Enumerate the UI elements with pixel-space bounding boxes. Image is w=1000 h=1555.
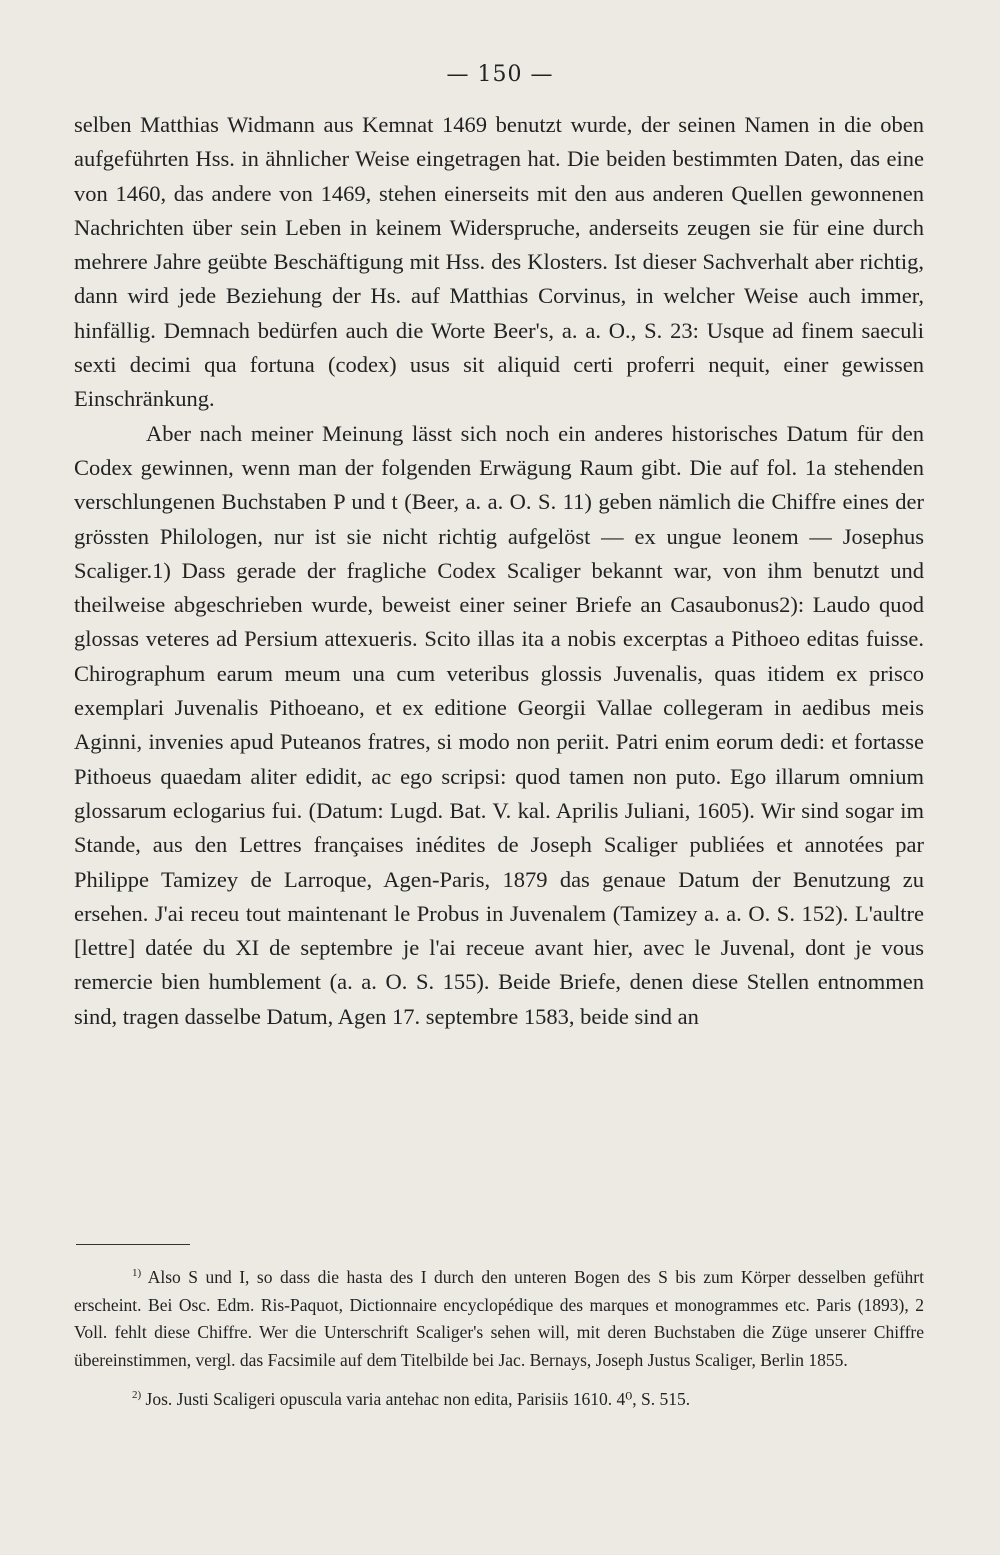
footnote-1 xyxy=(74,1264,924,1374)
footnote-2 xyxy=(74,1386,924,1414)
page-number: — 150 — xyxy=(446,62,554,87)
paragraph-2: Aber nach meiner Meinung lässt sich noch ein anderes historisches Datum für den Codex gewinnen, wenn man der folgenden Erwägung Raum gibt. Die auf fol. 1a stehenden verschlungenen Buchstaben P und t (Beer, a. a. O. S. 11) geben nämlich die Chiffre eines der grössten Philologen, nur ist sie nicht richtig aufgelöst — ex ungue leonem — Josephus Scaliger.1) Dass gerade der fragliche Codex Scaliger bekannt war, von ihm benutzt und theilweise abgeschrieben wurde, beweist einer seiner Briefe an Casaubonus2): Laudo quod glossas veteres ad Persium attexueris. Scito illas ita a nobis excerptas a Pithoeo editas fuisse. Chirographum earum meum una cum veteribus glossis Juvenalis, quas itidem ex prisco exemplari Juvenalis Pithoeano, et ex editione Georgii Vallae collegeram in aedibus meis Aginni, invenies apud Puteanos fratres, si modo non periit. Patri enim eorum dedi: et fortasse Pithoeus quaedam aliter edidit, ac ego scripsi: quod tamen non puto. Ego illarum omnium glossarum eclogarius fui. (Datum: Lugd. Bat. V. kal. Aprilis Juliani, 1605). Wir sind sogar im Stande, aus den Lettres françaises inédites de Joseph Scaliger publiées et annotées par Philippe Tamizey de Larroque, Agen-Paris, 1879 das genaue Datum der Benutzung zu ersehen. J'ai receu tout maintenant le Probus in Juvenalem (Tamizey a. a. O. S. 152). L'aultre [lettre] datée du XI de septembre je l'ai receue avant hier, avec le Juvenal, dont je vous remercie bien humblement (a. a. O. S. 155). Beide Briefe, denen diese Stellen entnommen sind, tragen dasselbe Datum, Agen 17. septembre 1583, beide sind an xyxy=(74,420,924,1029)
main-text xyxy=(74,108,924,1034)
footnote-marker: 1) xyxy=(132,1267,142,1280)
footnote-text: Jos. Justi Scaligeri opuscula varia antehac non edita, Parisiis 1610. 4⁰, S. 515. xyxy=(145,1389,691,1410)
footnote-marker: 2) xyxy=(132,1389,142,1402)
footnote-divider xyxy=(76,1244,190,1245)
footnotes xyxy=(74,1264,924,1426)
paragraph-1: selben Matthias Widmann aus Kemnat 1469 benutzt wurde, der seinen Namen in die oben aufgeführten Hss. in ähnlicher Weise eingetragen hat. Die beiden bestimmten Daten, das eine von 1460, das andere von 1469, stehen einerseits mit den aus anderen Quellen gewonnenen Nachrichten über sein Leben in keinem Widerspruche, anderseits zeugen sie für eine durch mehrere Jahre geübte Beschäftigung mit Hss. des Klosters. Ist dieser Sachverhalt aber richtig, dann wird jede Beziehung der Hs. auf Matthias Corvinus, in welcher Weise auch immer, hinfällig. Demnach bedürfen auch die Worte Beer's, a. a. O., S. 23: Usque ad finem saeculi sexti decimi qua fortuna (codex) usus sit aliquid certi proferri nequit, einer gewissen Einschränkung. xyxy=(74,112,924,412)
footnote-text: Also S und I, so dass die hasta des I durch den unteren Bogen des S bis zum Körper desselben geführt erscheint. Bei Osc. Edm. Ris-Paquot, Dictionnaire encyclopédique des marques et monogrammes etc. Paris (1893), 2 Voll. fehlt diese Chiffre. Wer die Unterschrift Scaliger's sehen will, mit deren Buchstaben die Züge unserer Chiffre übereinstimmen, vergl. das Facsimile auf dem Titelbilde bei Jac. Bernays, Joseph Justus Scaliger, Berlin 1855. xyxy=(74,1267,924,1370)
